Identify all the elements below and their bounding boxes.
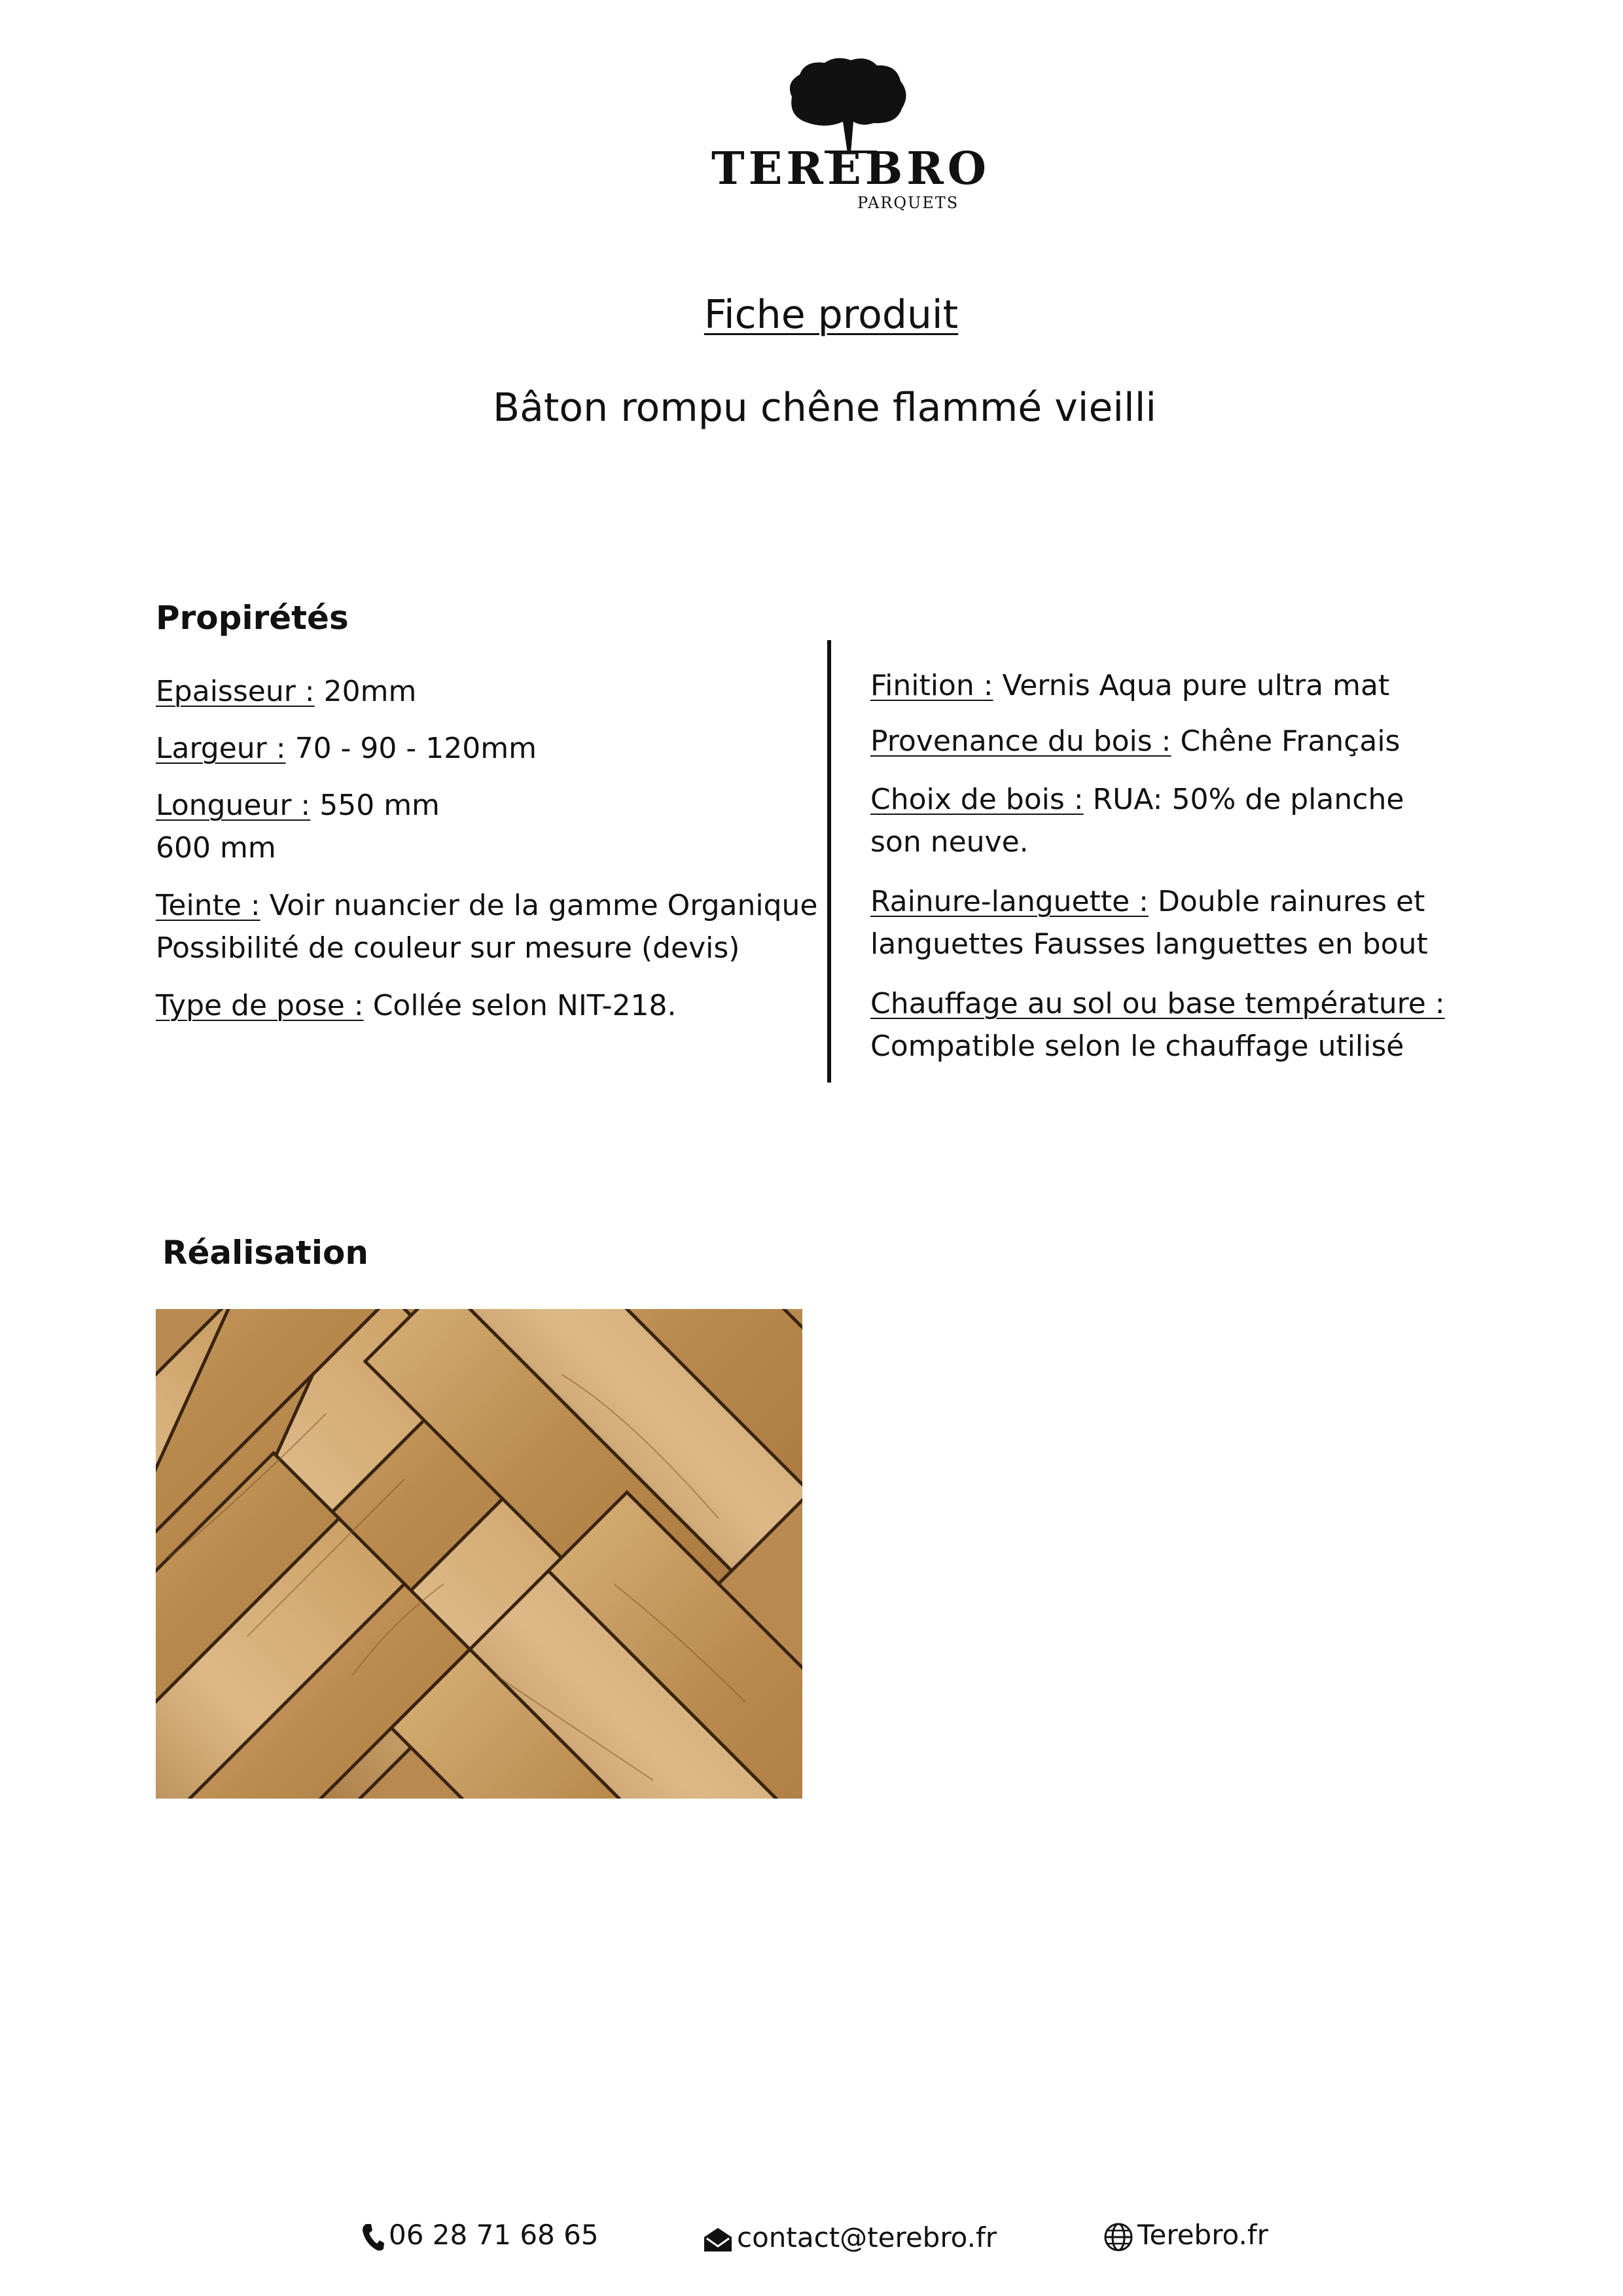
- property-value: 20mm: [314, 675, 417, 708]
- property-label: Finition :: [870, 669, 993, 702]
- logo-tree-icon: [785, 56, 910, 154]
- document-title: Fiche produit: [704, 292, 959, 338]
- product-name: Bâton rompu chêne flammé vieilli: [492, 385, 1157, 431]
- property-value-line2: son neuve.: [870, 825, 1029, 859]
- footer-email[interactable]: [703, 2221, 997, 2253]
- property-rainure-languette: [870, 880, 1499, 965]
- property-label: Rainure-languette :: [870, 885, 1149, 918]
- property-value-line2: 600 mm: [156, 831, 276, 865]
- property-label: Chauffage au sol ou base température :: [870, 987, 1445, 1020]
- property-provenance: [870, 720, 1499, 762]
- brand-name: TERЕBRO: [711, 143, 990, 195]
- property-value: 550 mm: [310, 789, 440, 822]
- property-label: Type de pose :: [156, 989, 364, 1022]
- property-label: Choix de bois :: [870, 783, 1084, 816]
- property-chauffage: [870, 982, 1499, 1067]
- footer-phone[interactable]: [361, 2219, 599, 2251]
- phone-number: 06 28 71 68 65: [389, 2219, 599, 2251]
- properties-heading: Propirétés: [156, 599, 349, 637]
- property-label: Largeur :: [156, 732, 286, 765]
- property-value: Voir nuancier de la gamme Organique: [260, 889, 818, 922]
- property-longueur: [156, 784, 823, 869]
- property-largeur: [156, 727, 823, 770]
- property-label: Epaisseur :: [156, 675, 315, 708]
- property-label: Provenance du bois :: [870, 725, 1171, 758]
- globe-icon: [1103, 2222, 1133, 2252]
- property-label: Teinte :: [156, 889, 260, 922]
- email-address: contact@terebro.fr: [737, 2221, 997, 2253]
- website-link: Terebro.fr: [1137, 2219, 1268, 2251]
- property-value: Chêne Français: [1171, 725, 1400, 758]
- column-divider: [827, 640, 831, 1083]
- envelope-icon: [703, 2227, 733, 2253]
- phone-icon: [361, 2223, 385, 2251]
- herringbone-floor-photo: [156, 1309, 802, 1799]
- property-label: Longueur :: [156, 789, 311, 822]
- property-value: 70 - 90 - 120mm: [285, 732, 537, 765]
- brand-subtitle: PARQUETS: [857, 194, 959, 212]
- footer-website[interactable]: [1103, 2219, 1268, 2252]
- realisation-heading: Réalisation: [162, 1234, 368, 1272]
- property-finition: [870, 664, 1499, 707]
- property-value: Double rainures et: [1148, 885, 1425, 918]
- property-choix-de-bois: [870, 778, 1499, 863]
- property-type-de-pose: [156, 984, 823, 1027]
- property-value: RUA: 50% de planche: [1083, 783, 1404, 816]
- property-value-line2: Compatible selon le chauffage utilisé: [870, 1030, 1404, 1063]
- property-value: Vernis Aqua pure ultra mat: [993, 669, 1390, 702]
- property-epaisseur: [156, 670, 823, 713]
- property-value-line2: Possibilité de couleur sur mesure (devis): [156, 931, 740, 965]
- property-value-line2: languettes Fausses languettes en bout: [870, 927, 1428, 961]
- property-teinte: [156, 884, 823, 969]
- property-value: Collée selon NIT-218.: [363, 989, 677, 1022]
